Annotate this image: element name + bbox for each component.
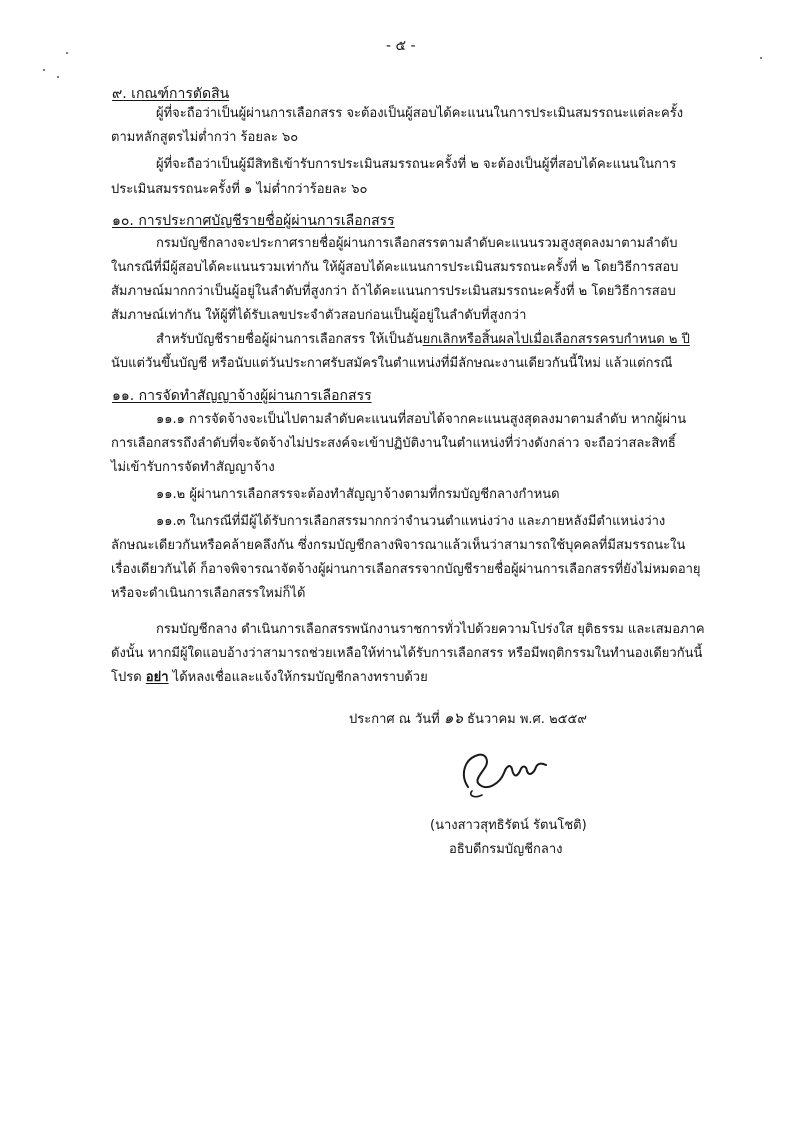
section-10-p1-line4: สัมภาษณ์เท่ากัน ให้ผู้ที่ได้รับเลขประจำตัวสอบก่อนเป็นผู้อยู่ในลำดับที่สูงกว่า bbox=[111, 308, 527, 323]
closing-emphasis: อย่า bbox=[145, 670, 169, 685]
section-11-3-line3: เรื่องเดียวกันได้ ก็อาจพิจารณาจัดจ้างผู้ผ่านการเลือกสรรจากบัญชีรายชื่อผู้ผ่านการเลือกสรรที่ยังไม่หมดอายุ bbox=[111, 562, 701, 577]
closing-line2: ดังนั้น หากมีผู้ใดแอบอ้างว่าสามารถช่วยเหลือให้ท่านได้รับการเลือกสรร หรือมีพฤติกรรมในทำนองเดียวกันนี้ bbox=[111, 646, 703, 661]
section-10-p1-line2: ในกรณีที่มีผู้สอบได้คะแนนรวมเท่ากัน ให้ผู้สอบได้คะแนนการประเมินสมรรถนะครั้งที่ ๒ โดยวิธีการสอบ bbox=[111, 260, 679, 275]
section-10-p2-text: สำหรับบัญชีรายชื่อผู้ผ่านการเลือกสรร ให้เป็นอัน bbox=[156, 332, 423, 347]
section-11-3-line1: ๑๑.๓ ในกรณีที่มีผู้ได้รับการเลือกสรรมากกว่าจำนวนตำแหน่งว่าง และภายหลังมีตำแหน่งว่าง bbox=[156, 514, 666, 529]
section-10-heading: ๑๐. การประกาศบัญชีรายชื่อผู้ผ่านการเลือกสรร bbox=[112, 213, 395, 229]
signature-image bbox=[450, 735, 560, 805]
section-10-p2-emphasis: ยกเลิกหรือสิ้นผลไปเมื่อเลือกสรรครบกำหนด ๒ ปี bbox=[422, 332, 690, 347]
section-11-3-line4: หรือจะดำเนินการเลือกสรรใหม่ก็ได้ bbox=[111, 586, 306, 601]
scan-speck bbox=[760, 57, 762, 59]
scan-speck bbox=[57, 76, 59, 78]
section-11-2-line1: ๑๑.๒ ผู้ผ่านการเลือกสรรจะต้องทำสัญญาจ้างตามที่กรมบัญชีกลางกำหนด bbox=[156, 487, 560, 502]
section-9-p2-line2: ประเมินสมรรถนะครั้งที่ ๑ ไม่ต่ำกว่าร้อยละ ๖๐ bbox=[111, 182, 368, 197]
closing-suffix: ได้หลงเชื่อและแจ้งให้กรมบัญชีกลางทราบด้วย bbox=[168, 670, 428, 685]
section-9-p2-line1: ผู้ที่จะถือว่าเป็นผู้มีสิทธิเข้ารับการประเมินสมรรถนะครั้งที่ ๒ จะต้องเป็นผู้ที่สอบได้คะแนนในการ bbox=[156, 157, 677, 172]
announcement-suffix: ธันวาคม พ.ศ. ๒๕๕๙ bbox=[462, 712, 587, 727]
closing-line1: กรมบัญชีกลาง ดำเนินการเลือกสรรพนักงานราชการทั่วไปด้วยความโปร่งใส ยุติธรรม และเสมอภาค bbox=[156, 622, 705, 637]
scan-speck bbox=[66, 52, 68, 54]
section-9-p1-line1: ผู้ที่จะถือว่าเป็นผู้ผ่านการเลือกสรร จะต้องเป็นผู้สอบได้คะแนนในการประเมินสมรรถนะแต่ละครั้ง bbox=[156, 106, 684, 121]
section-11-3-line2: ลักษณะเดียวกันหรือคล้ายคลึงกัน ซึ่งกรมบัญชีกลางพิจารณาแล้วเห็นว่าสามารถใช้บุคคลที่มีสมรรถนะใน bbox=[111, 538, 686, 553]
section-10-p1-line1: กรมบัญชีกลางจะประกาศรายชื่อผู้ผ่านการเลือกสรรตามลำดับคะแนนรวมสูงสุดลงมาตามลำดับ bbox=[156, 236, 678, 251]
section-9-heading: ๙. เกณฑ์การตัดสิน bbox=[112, 86, 230, 102]
section-11-1-line2: การเลือกสรรถึงลำดับที่จะจัดจ้างไม่ประสงค์จะเข้าปฏิบัติงานในตำแหน่งที่ว่างดังกล่าว จะถือว่าสละสิทธิ์ bbox=[111, 436, 676, 451]
announcement-date bbox=[349, 710, 587, 728]
section-10-p2-line1 bbox=[156, 332, 690, 348]
closing-prefix: โปรด bbox=[111, 670, 146, 685]
signatory-title: อธิบดีกรมบัญชีกลาง bbox=[449, 842, 563, 857]
section-10-p1-line3: สัมภาษณ์มากกว่าเป็นผู้อยู่ในลำดับที่สูงกว่า ถ้าได้คะแนนการประเมินสมรรถนะครั้งที่ ๒ โดยวิธีการสอบ bbox=[111, 284, 676, 299]
signatory-name: (นางสาวสุทธิรัตน์ รัตนโชติ) bbox=[430, 818, 587, 833]
announcement-prefix: ประกาศ ณ วันที่ bbox=[349, 712, 444, 727]
announcement-day: ๑๖ bbox=[443, 709, 463, 727]
section-9-p1-line2: ตามหลักสูตรไม่ต่ำกว่า ร้อยละ ๖๐ bbox=[111, 130, 299, 145]
section-10-p2-line2: นับแต่วันขึ้นบัญชี หรือนับแต่วันประกาศรับสมัครในตำแหน่งที่มีลักษณะงานเดียวกันนี้ใหม่ แล้วแต่กรณี bbox=[111, 356, 673, 371]
section-11-1-line3: ไม่เข้ารับการจัดทำสัญญาจ้าง bbox=[111, 460, 275, 475]
section-11-heading: ๑๑. การจัดทำสัญญาจ้างผู้ผ่านการเลือกสรร bbox=[112, 388, 372, 404]
section-11-1-line1: ๑๑.๑ การจัดจ้างจะเป็นไปตามลำดับคะแนนที่สอบได้จากคะแนนสูงสุดลงมาตามลำดับ หากผู้ผ่าน bbox=[156, 412, 687, 427]
page-number: - ๕ - bbox=[386, 38, 416, 54]
closing-line3 bbox=[111, 670, 428, 686]
scan-speck bbox=[43, 69, 45, 71]
